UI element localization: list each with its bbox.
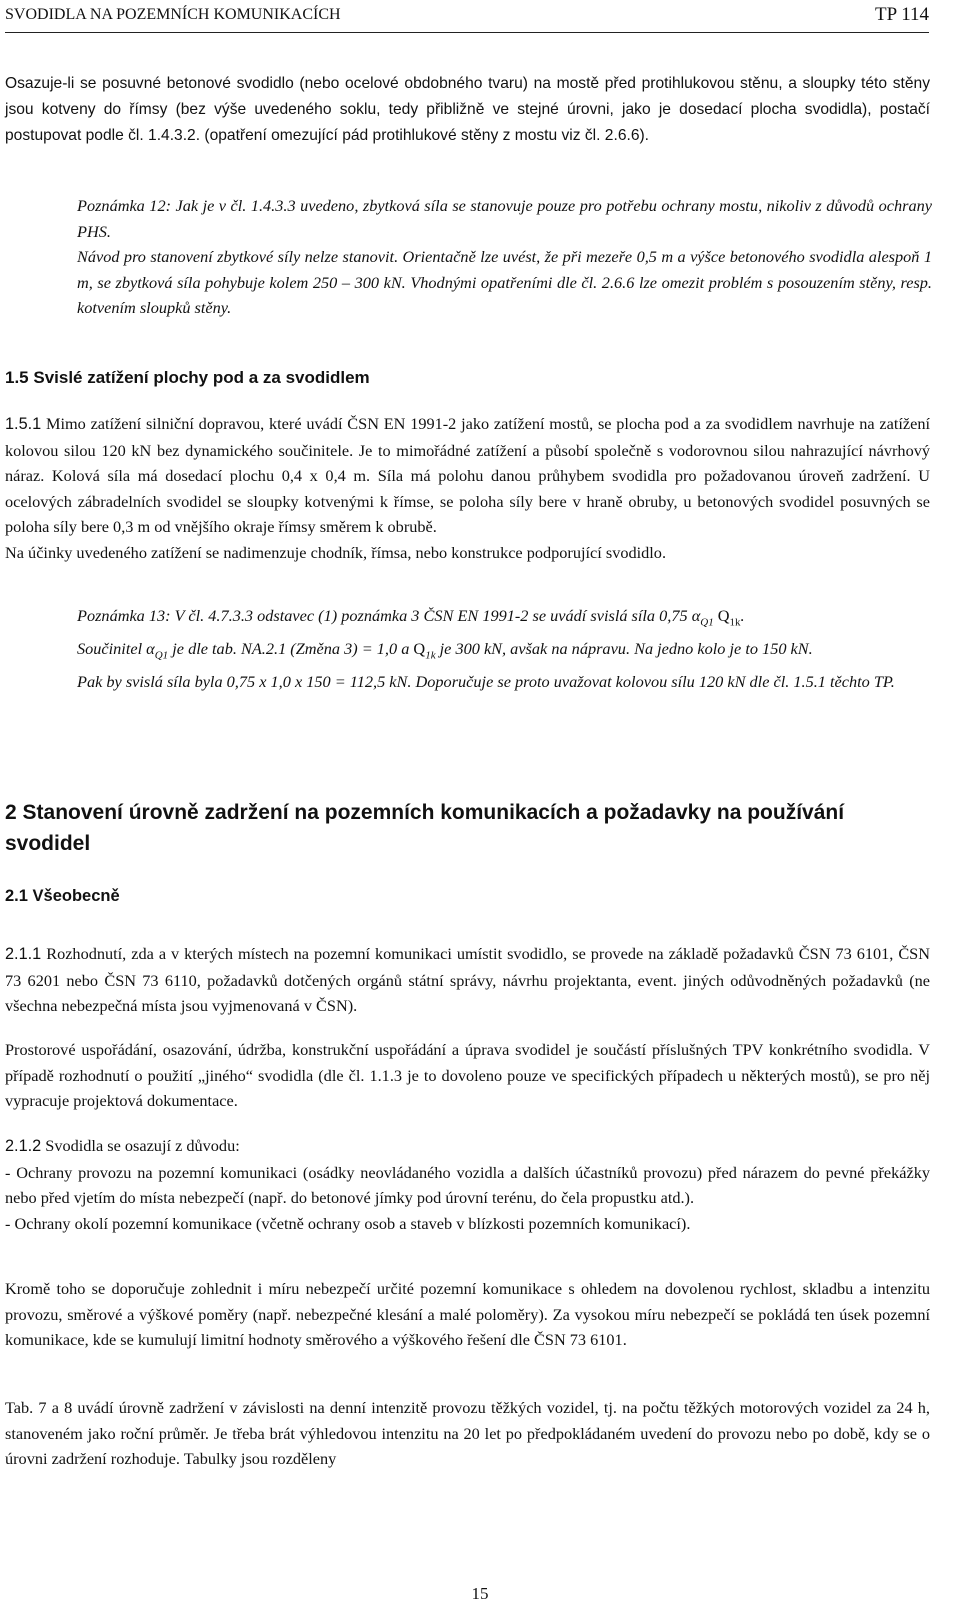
subscript: Q1 — [700, 616, 714, 629]
page-header — [5, 2, 929, 30]
symbol-q: Q — [713, 606, 730, 625]
symbol-q: Q — [413, 638, 426, 658]
note-13-line-b3: je 300 kN, avšak na nápravu. Na jedno kolo je to 150 kN. — [435, 638, 813, 658]
note-13-line-c: Pak by svislá síla byla 0,75 x 1,0 x 150 = 112,5 kN. Doporučuje se proto uvažovat kolovou sílu 120 kN dle čl. 1.5.1 těchto TP. — [77, 671, 895, 691]
clause-number: 2.1.1 — [5, 945, 42, 963]
subscript: 1k — [425, 649, 436, 661]
note-13-line-a: Poznámka 13: V čl. 4.7.3.3 odstavec (1) poznámka 3 ČSN EN 1991-2 se uvádí svislá síla 0,75 α — [77, 606, 701, 625]
clause-number: 2.1.2 — [5, 1137, 42, 1155]
header-doc-id: TP 114 — [874, 4, 929, 25]
paragraph-prostorove: Prostorové uspořádání, osazování, údržba, konstrukční uspořádání a úprava svodidel je součástí příslušných TPV konkrétního svodidla. V případě rozhodnutí o použití „jiného“ svodidla (dle čl. 1.1.3 je to dovoleno pouze ve specifických případech u některých mostů), se pro něj vypracuje projektová dokumentace. — [5, 1040, 930, 1110]
note-12 — [77, 193, 932, 321]
header-title: SVODIDLA NA POZEMNÍCH KOMUNIKACÍCH — [5, 6, 341, 23]
header-rule — [5, 32, 929, 33]
intro-paragraph: Osazuje-li se posuvné betonové svodidlo (nebo ocelové obdobného tvaru) na mostě před protihlukovou stěnu, a sloupky této stěny jsou kotveny do římsy (bez výše uvedeného soklu, tedy přibližně ve stejné úrovni, jako je dosedací plocha svodidla), postačí postupovat podle čl. 1.4.3.2. (opatření omezující pád protihlukové stěny z mostu viz čl. 2.6.6). — [5, 75, 930, 144]
chapter-heading-2: 2 Stanovení úrovně zadržení na pozemních komunikacích a požadavky na používání svodidel — [5, 801, 845, 855]
note-13-line-b2: je dle tab. NA.2.1 (Změna 3) = 1,0 a — [168, 638, 414, 658]
paragraph-1-5-1 — [5, 411, 930, 565]
clause-text: Mimo zatížení silniční dopravou, které uvádí ČSN EN 1991-2 jako zatížení mostů, se plocha pod a za svodidlem navrhuje na zatížení kolovou silou 120 kN bez dynamického součinitele. Je to mimořádné zatížení a působí společně s vodorovnou silou nahrazující návrhový náraz. Kolová síla má dosedací plochu 0,4 x 0,4 m. Síla má polohu danou průhybem svodidla pro požadovanou úroveň zadržení. U ocelových zábradelních svodidel se sloupky kotvenými k římse, se poloha síly bere v hraně obruby, u betonových svodidel posuvných se poloha síly bere 0,3 m od vnějšího okraje římsy směrem k obrubě. — [5, 414, 930, 536]
subscript: Q1 — [154, 649, 169, 661]
clause-text: Svodidla se osazují z důvodu: — [41, 1136, 240, 1155]
paragraph-2-1-1 — [5, 941, 930, 1019]
clause-number: 1.5.1 — [5, 415, 42, 433]
paragraph-tab: Tab. 7 a 8 uvádí úrovně zadržení v závislosti na denní intenzitě provozu těžkých vozidel, tj. na počtu těžkých motorových vozidel za 24 h, stanoveném jako roční průměr. Je třeba brát výhledovou intenzitu na 20 let po předpokládaném uvedení do provozu nebo po době, kdy se o úrovni zadržení rozhoduje. Tabulky jsou rozděleny — [5, 1398, 930, 1468]
list-item: - Ochrany okolí pozemní komunikace (včetně ochrany osob a staveb v blízkosti pozemních komunikací). — [5, 1213, 691, 1233]
section-heading-2-1: 2.1 Všeobecně — [5, 887, 120, 905]
note-12-text: Poznámka 12: Jak je v čl. 1.4.3.3 uvedeno, zbytková síla se stanovuje pouze pro potřebu ochrany mostu, nikoliv z důvodů ochrany PHS. — [77, 196, 932, 241]
note-12-text-2: Návod pro stanovení zbytkové síly nelze stanovit. Orientačně lze uvést, že při mezeře 0,5 m a výšce betonového svodidla alespoň 1 m, se zbytková síla pohybuje kolem 250 – 300 kN. Vhodnými opatřeními dle čl. 2.6.6 lze omezit problém s posouzením stěny, resp. kotvením sloupků stěny. — [77, 247, 932, 317]
section-heading-1-5: 1.5 Svislé zatížení plochy pod a za svodidlem — [5, 368, 370, 387]
clause-text: Rozhodnutí, zda a v kterých místech na pozemní komunikaci umístit svodidlo, se provede na základě požadavků ČSN 73 6101, ČSN 73 6201 nebo ČSN 73 6110, požadavků dotčených orgánů státní správy, návrhu projektanta, event. jiných odůvodněných požadavků (ne všechna nebezpečná místa jsou vyjmenovaná v ČSN). — [5, 944, 930, 1015]
clause-text-2: Na účinky uvedeného zatížení se nadimenzuje chodník, římsa, nebo konstrukce podporující svodidlo. — [5, 542, 667, 562]
note-13-line-b: Součinitel α — [77, 638, 155, 658]
paragraph-krome: Kromě toho se doporučuje zohlednit i míru nebezpečí určité pozemní komunikace s ohledem na dovolenou rychlost, skladbu a intenzitu provozu, směrové a výškové poměry (např. nebezpečné klesání a malé poloměry). Za vysokou míru nebezpečí se pokládá ten úsek pozemní komunikace, kde se kumulují limitní hodnoty směrového a výškového řešení dle ČSN 73 6101. — [5, 1279, 930, 1349]
note-13-end: . — [740, 606, 745, 625]
note-13 — [77, 603, 932, 694]
subscript: 1k — [729, 616, 741, 629]
page-number: 15 — [471, 1584, 489, 1603]
paragraph-2-1-2 — [5, 1133, 930, 1236]
list-item: - Ochrany provozu na pozemní komunikaci (osádky neovládaného vozidla a dalších účastníků provozu) před nárazem do pevné překážky nebo před vjetím do místa nebezpečí (např. do betonové jímky pod úrovní terénu, do čela propustku atd.). — [5, 1162, 930, 1207]
